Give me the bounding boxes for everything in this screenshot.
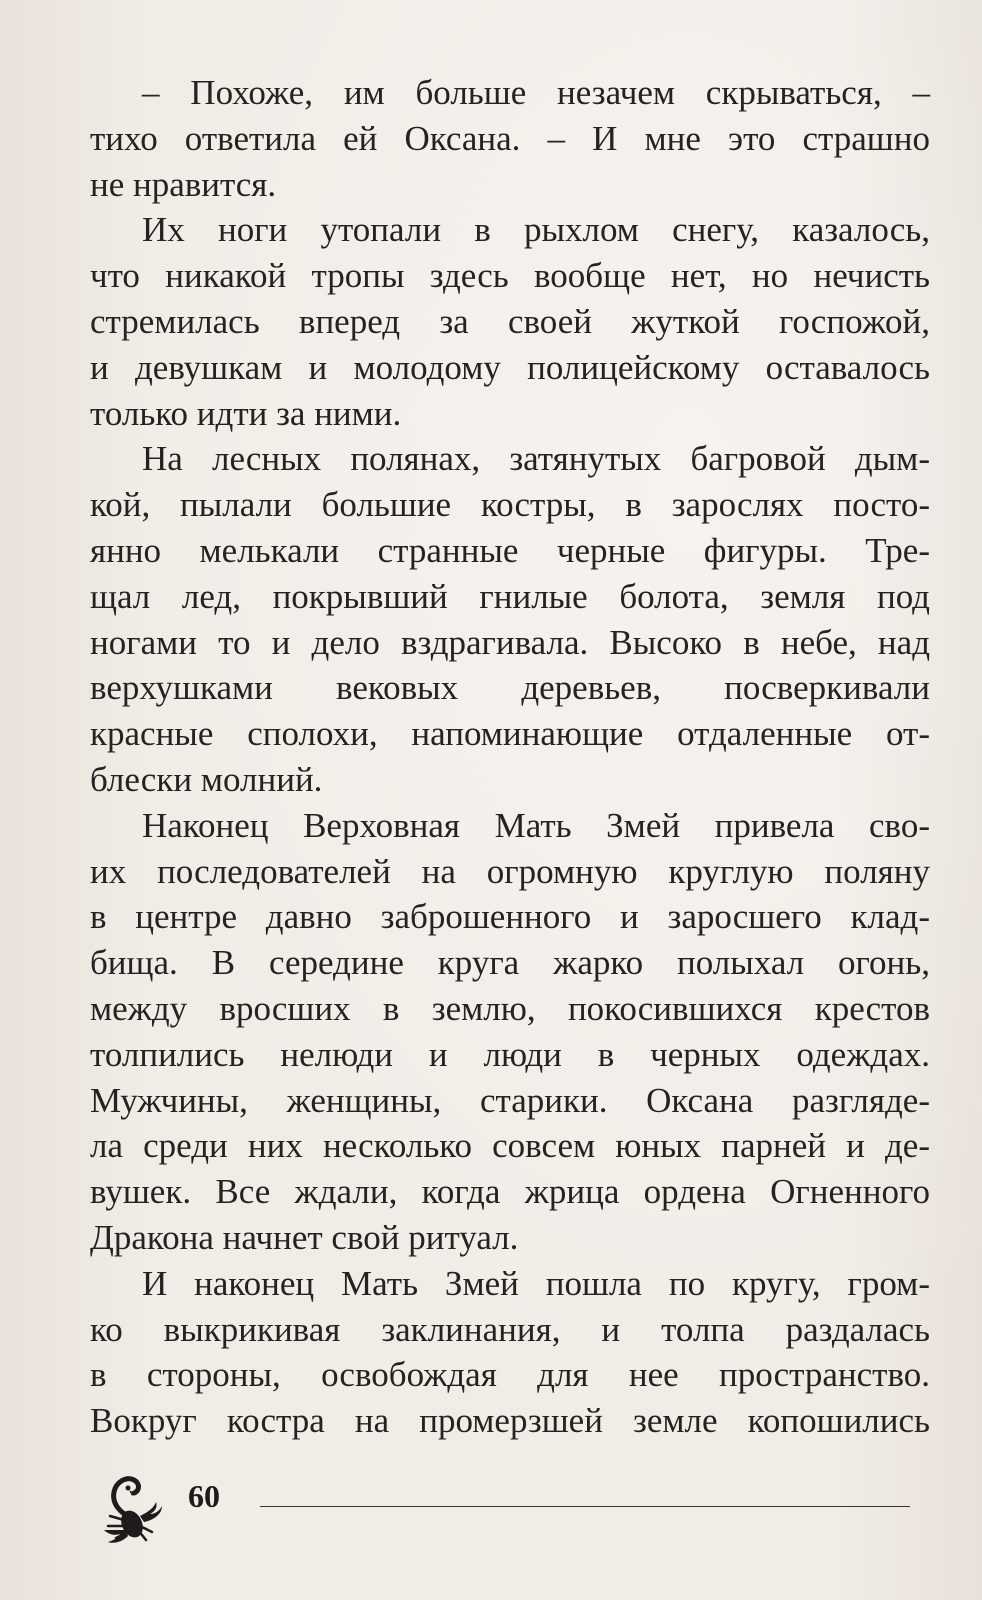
page-footer	[88, 1460, 938, 1560]
text-line: не нравится.	[90, 164, 277, 204]
text-line: Их ноги утопали в рыхлом снегу, казалось,	[142, 210, 930, 250]
text-line: толпились нелюди и люди в черных одеждах.	[90, 1034, 930, 1074]
text-line: бища. В середине круга жарко полыхал огонь,	[90, 943, 930, 983]
text-line: ко выкрикивая заклинания, и толпа раздалась	[90, 1309, 930, 1349]
text-line: янно мелькали странные черные фигуры. Тре-	[90, 530, 930, 570]
body-text	[90, 70, 930, 1444]
text-line: – Похоже, им больше незачем скрываться, –	[142, 73, 930, 112]
text-line: тихо ответила ей Оксана. – И мне это страшно	[90, 118, 930, 158]
text-line: На лесных полянах, затянутых багровой дым-	[142, 439, 930, 479]
text-line: в стороны, освобождая для нее пространство.	[90, 1355, 930, 1395]
text-line: стремилась вперед за своей жуткой госпожой,	[90, 301, 930, 341]
text-line: что никакой тропы здесь вообще нет, но нечисть	[90, 256, 930, 296]
page-number: 60	[188, 1478, 220, 1514]
scorpion-icon	[88, 1460, 168, 1550]
text-line: красные сполохи, напоминающие отдаленные от-	[90, 714, 930, 754]
text-line: Наконец Верховная Мать Змей привела сво-	[142, 805, 930, 845]
text-line: верхушками вековых деревьев, посверкивали	[90, 668, 930, 708]
text-line: Вокруг костра на промерзшей земле копошились	[90, 1401, 930, 1441]
text-line: только идти за ними.	[90, 393, 402, 433]
text-line: и девушкам и молодому полицейскому оставалось	[90, 347, 930, 387]
text-line: Дракона начнет свой ритуал.	[90, 1217, 519, 1257]
text-line: кой, пылали большие костры, в зарослях посто-	[90, 485, 930, 525]
text-line: И наконец Мать Змей пошла по кругу, гром-	[142, 1263, 930, 1303]
text-line: в центре давно заброшенного и заросшего клад-	[90, 897, 930, 937]
text-line: ногами то и дело вздрагивала. Высоко в небе, над	[90, 622, 930, 662]
text-line: их последователей на огромную круглую поляну	[90, 851, 930, 891]
footer-divider	[260, 1506, 910, 1507]
text-line: Мужчины, женщины, старики. Оксана разгляде-	[90, 1080, 930, 1120]
text-line: между вросших в землю, покосившихся крестов	[90, 988, 930, 1028]
text-line: щал лед, покрывший гнилые болота, земля под	[90, 576, 930, 616]
text-line: блески молний.	[90, 759, 323, 799]
text-line: ла среди них несколько совсем юных парней и де-	[90, 1126, 930, 1166]
text-line: вушек. Все ждали, когда жрица ордена Огненного	[90, 1172, 930, 1212]
